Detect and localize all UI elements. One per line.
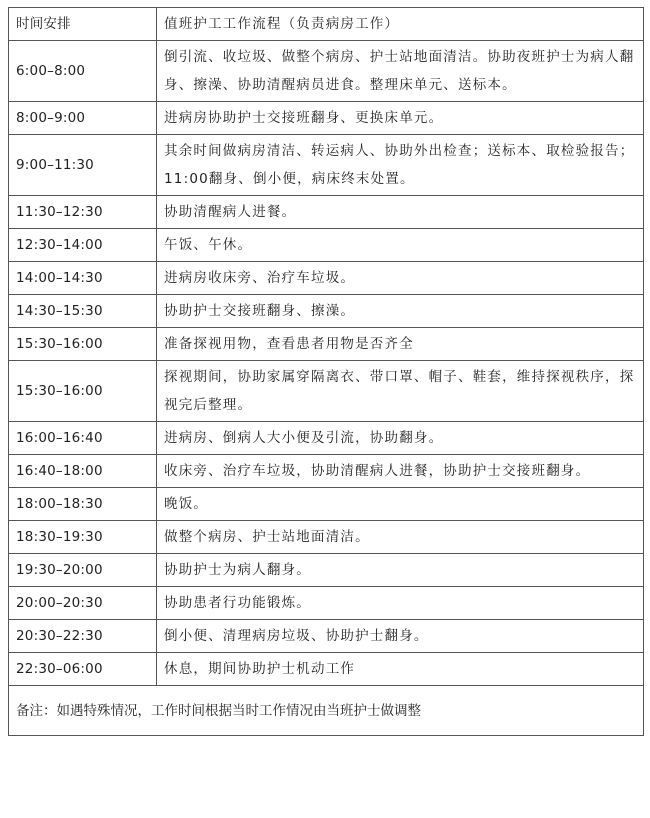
row-time: 18:30–19:30 xyxy=(9,521,157,554)
row-task: 准备探视用物，查看患者用物是否齐全 xyxy=(157,328,644,361)
row-task: 进病房收床旁、治疗车垃圾。 xyxy=(157,262,644,295)
row-time: 20:00–20:30 xyxy=(9,587,157,620)
row-task: 进病房协助护士交接班翻身、更换床单元。 xyxy=(157,102,644,135)
row-time: 9:00–11:30 xyxy=(9,135,157,196)
table-row xyxy=(9,620,644,653)
table-row xyxy=(9,488,644,521)
note-row xyxy=(9,686,644,736)
row-task: 进病房、倒病人大小便及引流，协助翻身。 xyxy=(157,422,644,455)
row-time: 16:40–18:00 xyxy=(9,455,157,488)
row-task: 做整个病房、护士站地面清洁。 xyxy=(157,521,644,554)
table-row xyxy=(9,196,644,229)
table-row xyxy=(9,328,644,361)
row-time: 20:30–22:30 xyxy=(9,620,157,653)
table-row xyxy=(9,41,644,102)
table-row xyxy=(9,229,644,262)
row-time: 14:00–14:30 xyxy=(9,262,157,295)
row-time: 14:30–15:30 xyxy=(9,295,157,328)
row-task: 倒小便、清理病房垃圾、协助护士翻身。 xyxy=(157,620,644,653)
header-task: 值班护工工作流程（负责病房工作） xyxy=(157,8,644,41)
table-row xyxy=(9,361,644,422)
row-task: 协助护士交接班翻身、擦澡。 xyxy=(157,295,644,328)
table-row xyxy=(9,587,644,620)
table-row xyxy=(9,262,644,295)
table-row xyxy=(9,653,644,686)
schedule-table xyxy=(8,7,644,736)
row-task: 协助患者行功能锻炼。 xyxy=(157,587,644,620)
table-row xyxy=(9,295,644,328)
table-row xyxy=(9,554,644,587)
row-task: 午饭、午休。 xyxy=(157,229,644,262)
row-task: 其余时间做病房清洁、转运病人、协助外出检查；送标本、取检验报告；11:00翻身、倒小便，病床终末处置。 xyxy=(157,135,644,196)
row-time: 6:00–8:00 xyxy=(9,41,157,102)
table-row xyxy=(9,455,644,488)
row-task: 晚饭。 xyxy=(157,488,644,521)
table-row xyxy=(9,521,644,554)
row-time: 16:00–16:40 xyxy=(9,422,157,455)
row-time: 12:30–14:00 xyxy=(9,229,157,262)
table-row xyxy=(9,135,644,196)
row-time: 19:30–20:00 xyxy=(9,554,157,587)
row-time: 8:00–9:00 xyxy=(9,102,157,135)
row-task: 探视期间，协助家属穿隔离衣、带口罩、帽子、鞋套，维持探视秩序，探视完后整理。 xyxy=(157,361,644,422)
row-task: 协助清醒病人进餐。 xyxy=(157,196,644,229)
row-time: 11:30–12:30 xyxy=(9,196,157,229)
row-time: 15:30–16:00 xyxy=(9,361,157,422)
row-time: 18:00–18:30 xyxy=(9,488,157,521)
header-row xyxy=(9,8,644,41)
row-task: 收床旁、治疗车垃圾，协助清醒病人进餐，协助护士交接班翻身。 xyxy=(157,455,644,488)
table-row xyxy=(9,102,644,135)
table-row xyxy=(9,422,644,455)
row-task: 协助护士为病人翻身。 xyxy=(157,554,644,587)
row-task: 休息，期间协助护士机动工作 xyxy=(157,653,644,686)
note-text: 备注：如遇特殊情况，工作时间根据当时工作情况由当班护士做调整 xyxy=(9,686,644,736)
row-task: 倒引流、收垃圾、做整个病房、护士站地面清洁。协助夜班护士为病人翻身、擦澡、协助清醒病员进食。整理床单元、送标本。 xyxy=(157,41,644,102)
schedule-document xyxy=(8,7,644,736)
row-time: 15:30–16:00 xyxy=(9,328,157,361)
header-time: 时间安排 xyxy=(9,8,157,41)
row-time: 22:30–06:00 xyxy=(9,653,157,686)
